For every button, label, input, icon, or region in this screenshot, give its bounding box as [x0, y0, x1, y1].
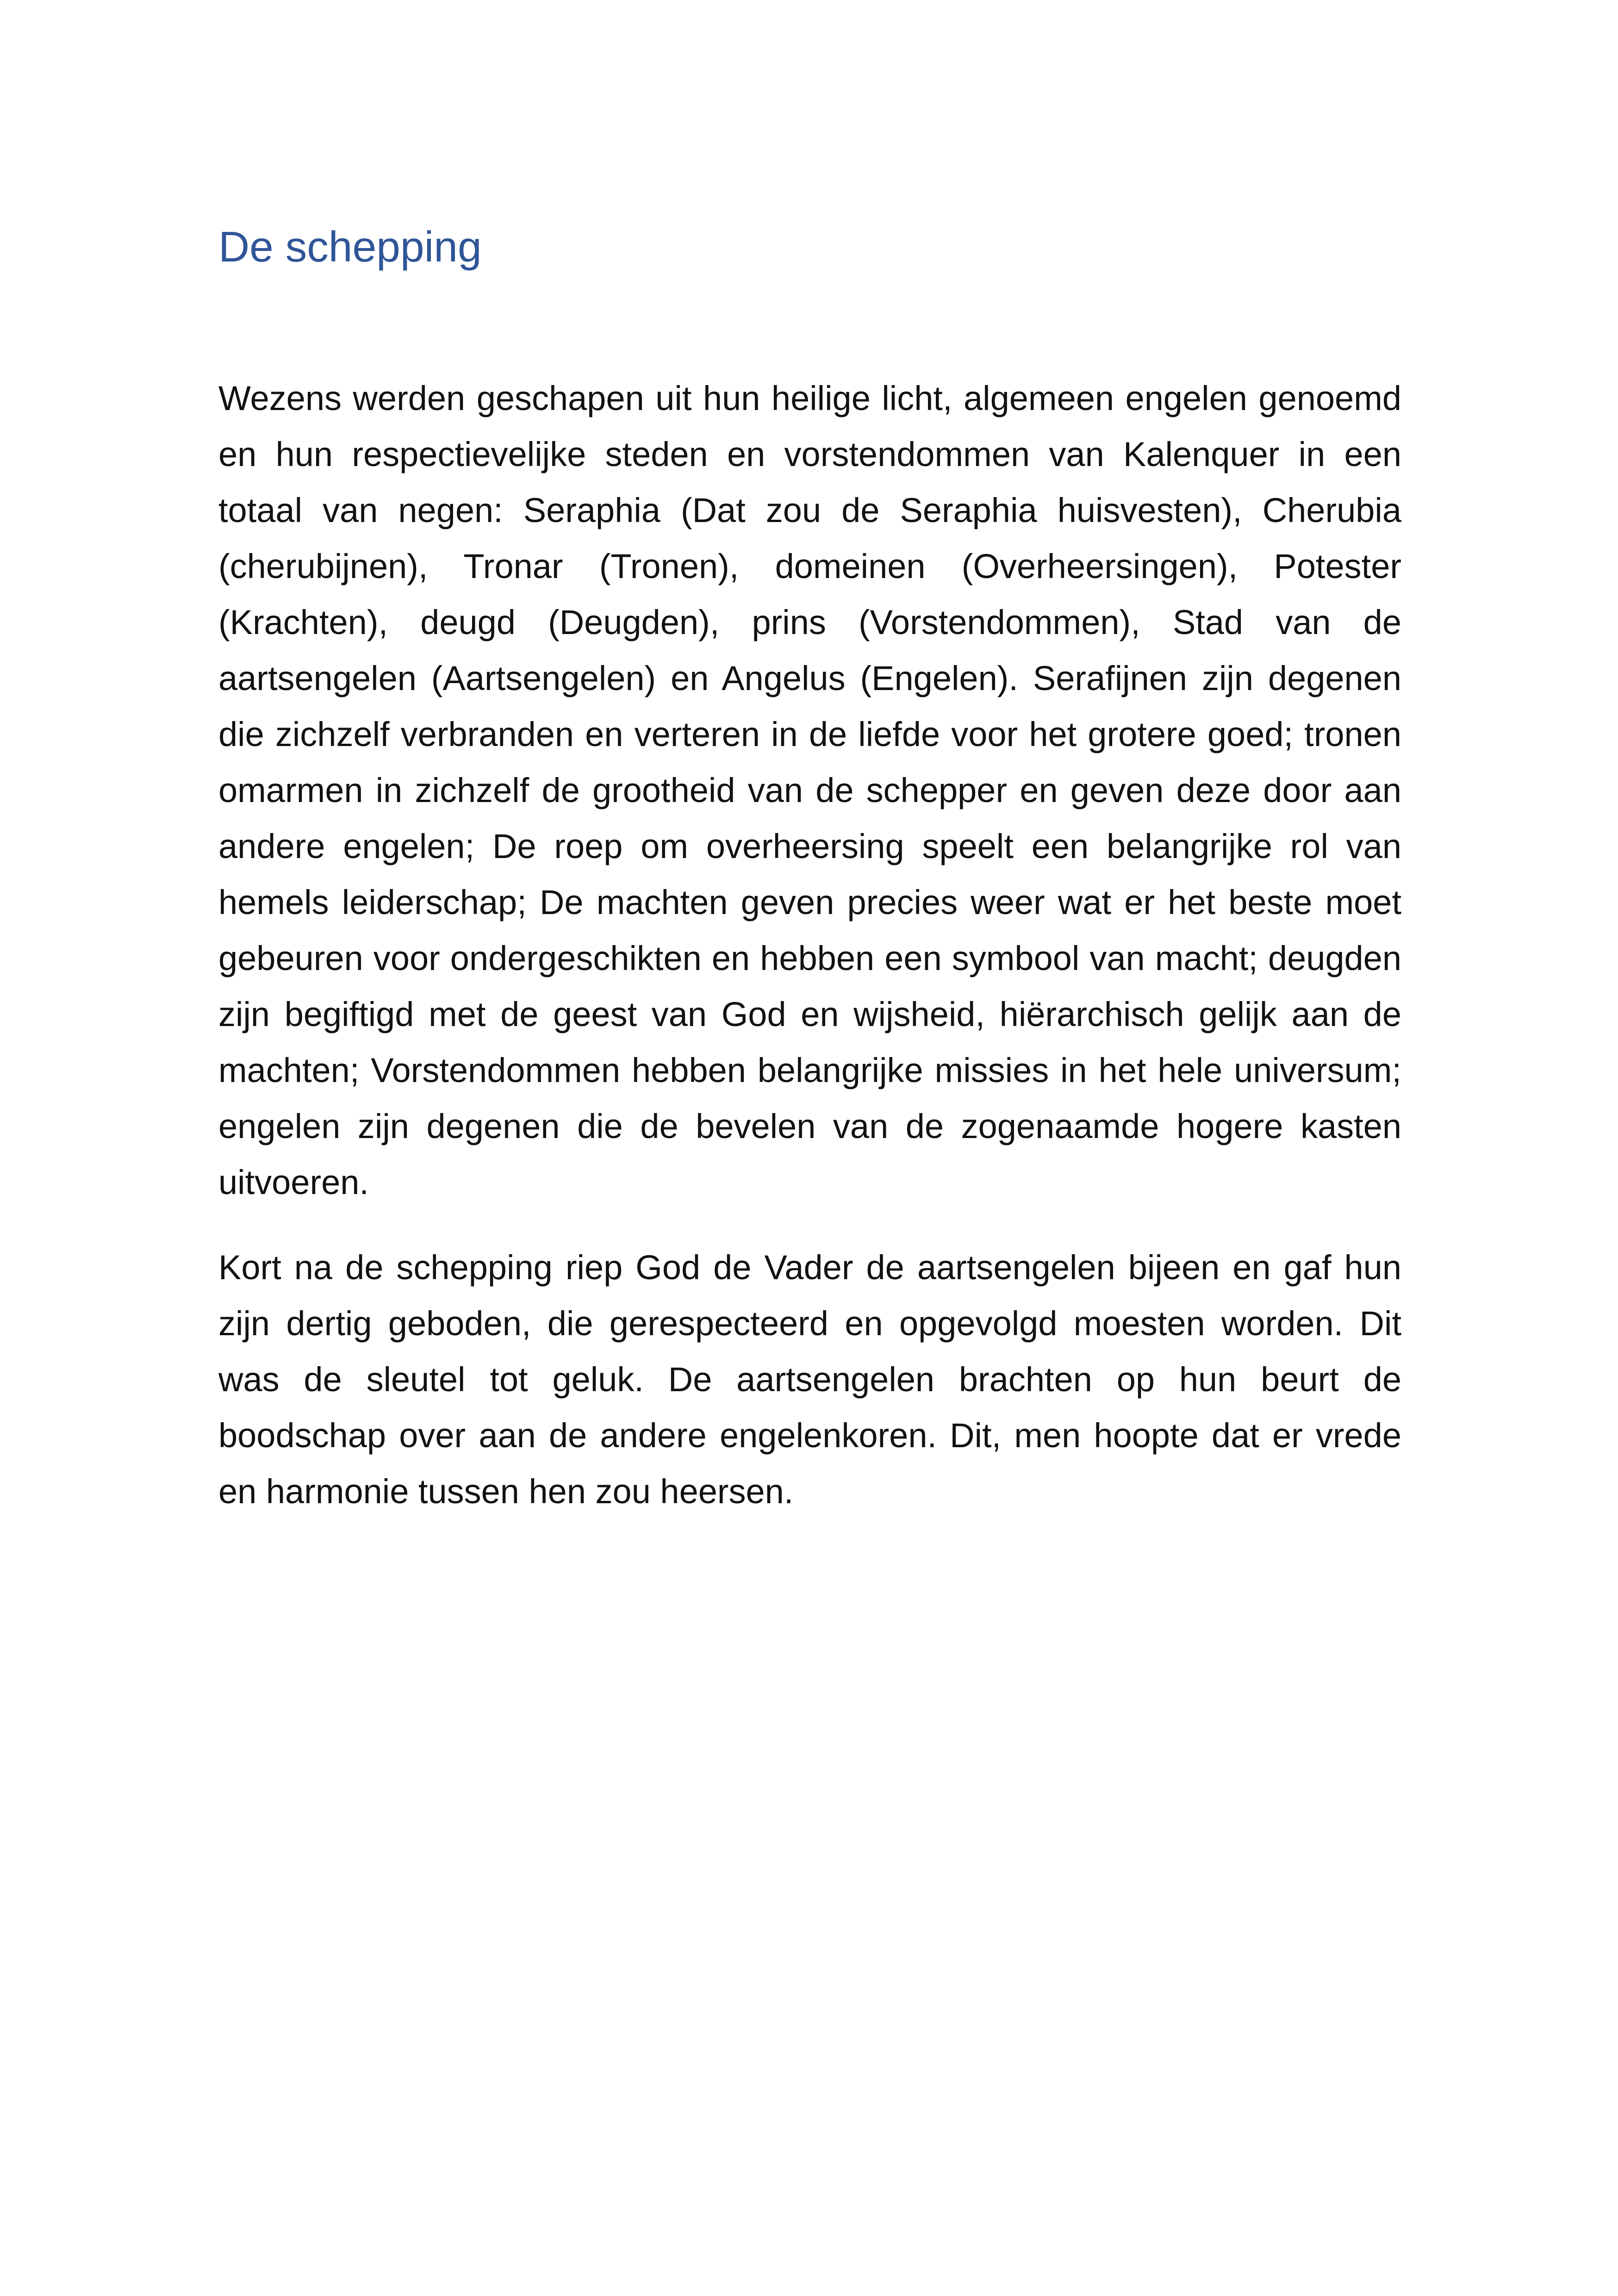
paragraph: Kort na de schepping riep God de Vader de aartsengelen bijeen en gaf hun zijn dertig geboden, die gerespecteerd en opgevolgd moesten worden. Dit was de sleutel tot geluk. De aartsengelen brachten op hun beurt de boodschap over aan de andere engelenkoren. Dit, men hoopte dat er vrede en harmonie tussen hen zou heersen. — [218, 1248, 1401, 1511]
body-text — [218, 370, 1401, 1519]
paragraph: Wezens werden geschapen uit hun heilige licht, algemeen engelen genoemd en hun respectievelijke steden en vorstendommen van Kalenquer in een totaal van negen: Seraphia (Dat zou de Seraphia huisvesten), Cherubia (cherubijnen), Tronar (Tronen), domeinen (Overheersingen), Potester (Krachten), deugd (Deugden), prins (Vorstendommen), Stad van de aartsengelen (Aartsengelen) en Angelus (Engelen). Serafijnen zijn degenen die zichzelf verbranden en verteren in de liefde voor het grotere goed; tronen omarmen in zichzelf de grootheid van de schepper en geven deze door aan andere engelen; De roep om overheersing speelt een belangrijke rol van hemels leiderschap; De machten geven precies weer wat er het beste moet gebeuren voor ondergeschikten en hebben een symbool van macht; deugden zijn begiftigd met de geest van God en wijsheid, hiërarchisch gelijk aan de machten; Vorstendommen hebben belangrijke missies in het hele universum; engelen zijn degenen die de bevelen van de zogenaamde hogere kasten uitvoeren. — [218, 379, 1401, 1201]
section-heading: De schepping — [218, 223, 482, 271]
